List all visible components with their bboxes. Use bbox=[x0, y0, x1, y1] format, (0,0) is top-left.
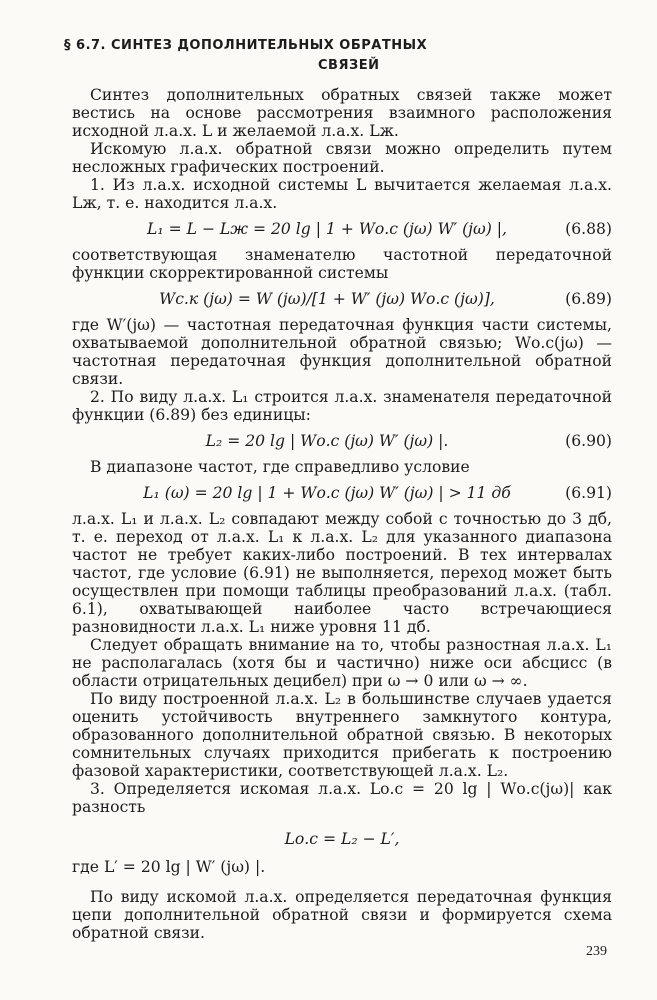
paragraph: л.а.х. L₁ и л.а.х. L₂ совпадают между собой с точностью до 3 дб, т. е. переход от л.а.х. L₁ к л.а.х. L₂ для указанного диапазона частот не требует каких-либо построений. В тех интервалах частот, где условие (6.91) не выполняется, переход может быть осуществлен при помощи таблицы преобразований л.а.х. (табл. 6.1), охватывающей наиболее часто встречающиеся разновидности л.а.х. L₁ ниже уровня 11 дб. bbox=[72, 510, 612, 636]
equation-formula: L₁ = L − Lж = 20 lg | 1 + Wо.с (jω) W′ (jω) |, bbox=[147, 220, 507, 238]
equation-number: (6.88) bbox=[565, 220, 612, 238]
equation-formula: Lо.с = L₂ − L′, bbox=[284, 830, 400, 848]
paragraph: Искомую л.а.х. обратной связи можно определить путем несложных графических построений. bbox=[72, 140, 612, 176]
paragraph: где L′ = 20 lg | W′ (jω) |. bbox=[72, 858, 266, 876]
paragraph: Синтез дополнительных обратных связей также может вестись на основе рассмотрения взаимного расположения исходной л.а.х. L и желаемой л.а.х. Lж. bbox=[72, 86, 612, 140]
equation-6-88 bbox=[72, 220, 612, 238]
paragraph: 2. По виду л.а.х. L₁ строится л.а.х. знаменателя передаточной функции (6.89) без единицы: bbox=[72, 388, 612, 424]
equation-6-90 bbox=[72, 432, 612, 450]
equation-formula: L₂ = 20 lg | Wо.с (jω) W′ (jω) |. bbox=[205, 432, 449, 450]
page-number: 239 bbox=[586, 944, 607, 959]
section-heading-continuation: СВЯЗЕЙ bbox=[318, 58, 380, 73]
equation-6-91 bbox=[72, 484, 612, 502]
paragraph: Следует обращать внимание на то, чтобы разностная л.а.х. L₁ не располагалась (хотя бы и частично) ниже оси абсцисс (в области отрицательных децибел) при ω → 0 или ω → ∞. bbox=[72, 636, 612, 690]
paragraph: По виду искомой л.а.х. определяется передаточная функция цепи дополнительной обратной связи и формируется схема обратной связи. bbox=[72, 888, 612, 942]
page-body bbox=[72, 86, 612, 942]
equation-number: (6.91) bbox=[565, 484, 612, 502]
equation-6-89 bbox=[72, 290, 612, 308]
paragraph: где W′(jω) — частотная передаточная функция части системы, охватываемой дополнительной обратной связью; Wо.с(jω) — частотная передаточная функция дополнительной обратной связи. bbox=[72, 316, 612, 388]
paragraph: В диапазоне частот, где справедливо условие bbox=[90, 458, 470, 476]
paragraph: 3. Определяется искомая л.а.х. Lо.с = 20 lg | Wо.с(jω)| как разность bbox=[72, 780, 612, 816]
equation-number: (6.90) bbox=[565, 432, 612, 450]
paragraph: 1. Из л.а.х. исходной системы L вычитается желаемая л.а.х. Lж, т. е. находится л.а.х. bbox=[72, 176, 612, 212]
equation-formula: L₁ (ω) = 20 lg | 1 + Wо.с (jω) W′ (jω) | > 11 дб bbox=[143, 484, 511, 502]
section-heading: § 6.7. СИНТЕЗ ДОПОЛНИТЕЛЬНЫХ ОБРАТНЫХ bbox=[64, 38, 428, 53]
paragraph: соответствующая знаменателю частотной передаточной функции скорректированной системы bbox=[72, 246, 612, 282]
equation-number: (6.89) bbox=[565, 290, 612, 308]
paragraph: По виду построенной л.а.х. L₂ в большинстве случаев удается оценить устойчивость внутреннего замкнутого контура, образованного дополнительной обратной связью. В некоторых сомнительных случаях приходится прибегать к построению фазовой характеристики, соответствующей л.а.х. L₂. bbox=[72, 690, 612, 780]
equation-formula: Wс.к (jω) = W (jω)/[1 + W′ (jω) Wо.с (jω)], bbox=[159, 290, 495, 308]
equation-unnumbered bbox=[72, 830, 612, 848]
